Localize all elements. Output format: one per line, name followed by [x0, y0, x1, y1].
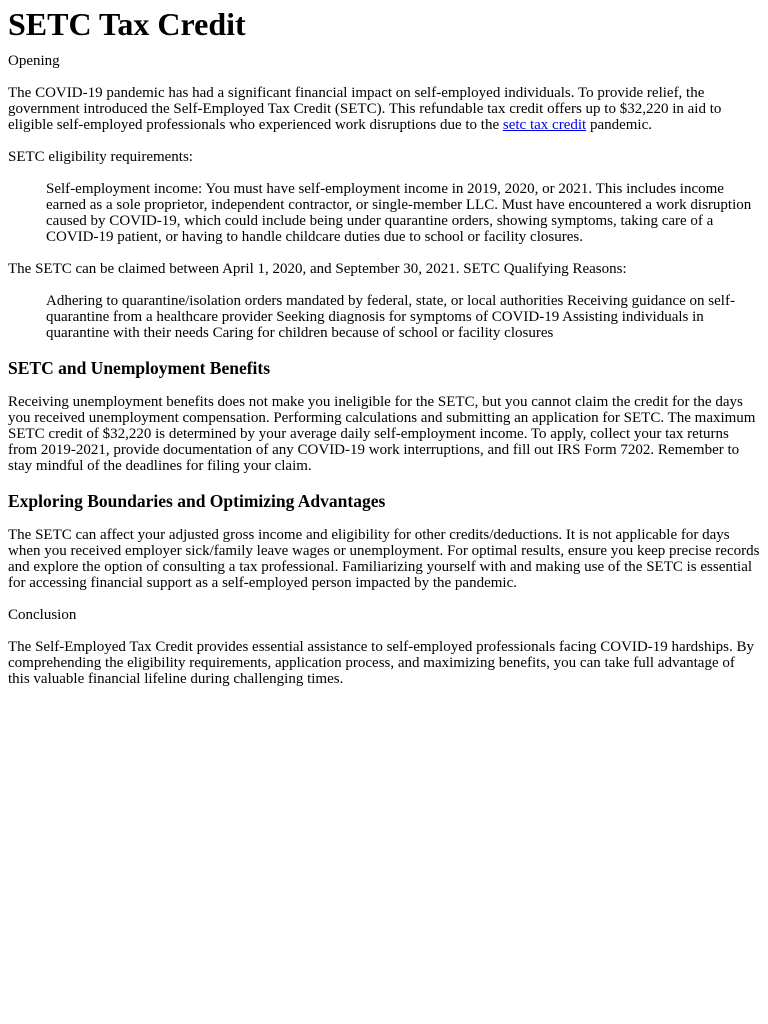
intro-text-after-link: pandemic. [586, 117, 652, 133]
section-heading-unemployment: SETC and Unemployment Benefits [8, 358, 271, 378]
qualifying-reasons-quote: Adhering to quarantine/isolation orders mandated by federal, state, or local authorities Receiving guidance on self-quarantine from a healthcare provider Seeking diagnosis for symptoms of COVID-19 Assisting individuals in quarantine with their needs Caring for children because of school or facility closures [46, 293, 735, 341]
conclusion-label: Conclusion [8, 607, 77, 623]
claim-period-paragraph: The SETC can be claimed between April 1, 2020, and September 30, 2021. SETC Qualifying Reasons: [8, 261, 627, 277]
unemployment-paragraph: Receiving unemployment benefits does not make you ineligible for the SETC, but you cannot claim the credit for the days you received unemployment compensation. Performing calculations and submitting an application for SETC. The maximum SETC credit of $32,220 is determined by your average daily self-employment income. To apply, collect your tax returns from 2019-2021, provide documentation of any COVID-19 work interruptions, and fill out IRS Form 7202. Remember to stay mindful of the deadlines for filing your claim. [8, 394, 756, 474]
opening-label: Opening [8, 53, 60, 69]
article [0, 7, 768, 687]
setc-tax-credit-link[interactable]: setc tax credit [502, 117, 587, 133]
eligibility-label: SETC eligibility requirements: [8, 149, 193, 165]
page-title: SETC Tax Credit [8, 6, 246, 42]
conclusion-paragraph: The Self-Employed Tax Credit provides essential assistance to self-employed professionals facing COVID-19 hardships. By comprehending the eligibility requirements, application process, and maximizing benefits, you can take full advantage of this valuable financial lifeline during challenging times. [8, 639, 755, 687]
boundaries-paragraph: The SETC can affect your adjusted gross income and eligibility for other credits/deductions. It is not applicable for days when you received employer sick/family leave wages or unemployment. For optimal results, ensure you keep precise records and explore the option of consulting a tax professional. Familiarizing yourself with and making use of the SETC is essential for accessing financial support as a self-employed person impacted by the pandemic. [8, 527, 760, 591]
eligibility-quote: Self-employment income: You must have self-employment income in 2019, 2020, or 2021. This includes income earned as a sole proprietor, independent contractor, or single-member LLC. Must have encountered a work disruption caused by COVID-19, which could include being under quarantine orders, showing symptoms, taking care of a COVID-19 patient, or having to handle childcare duties due to school or facility closures. [46, 181, 752, 245]
intro-paragraph [8, 85, 760, 133]
section-heading-boundaries: Exploring Boundaries and Optimizing Advantages [8, 491, 386, 511]
intro-text-before-link: The COVID-19 pandemic has had a significant financial impact on self-employed individuals. To provide relief, the government introduced the Self-Employed Tax Credit (SETC). This refundable tax credit offers up to $32,220 in aid to eligible self-employed professionals who experienced work disruptions due to the [8, 85, 722, 133]
